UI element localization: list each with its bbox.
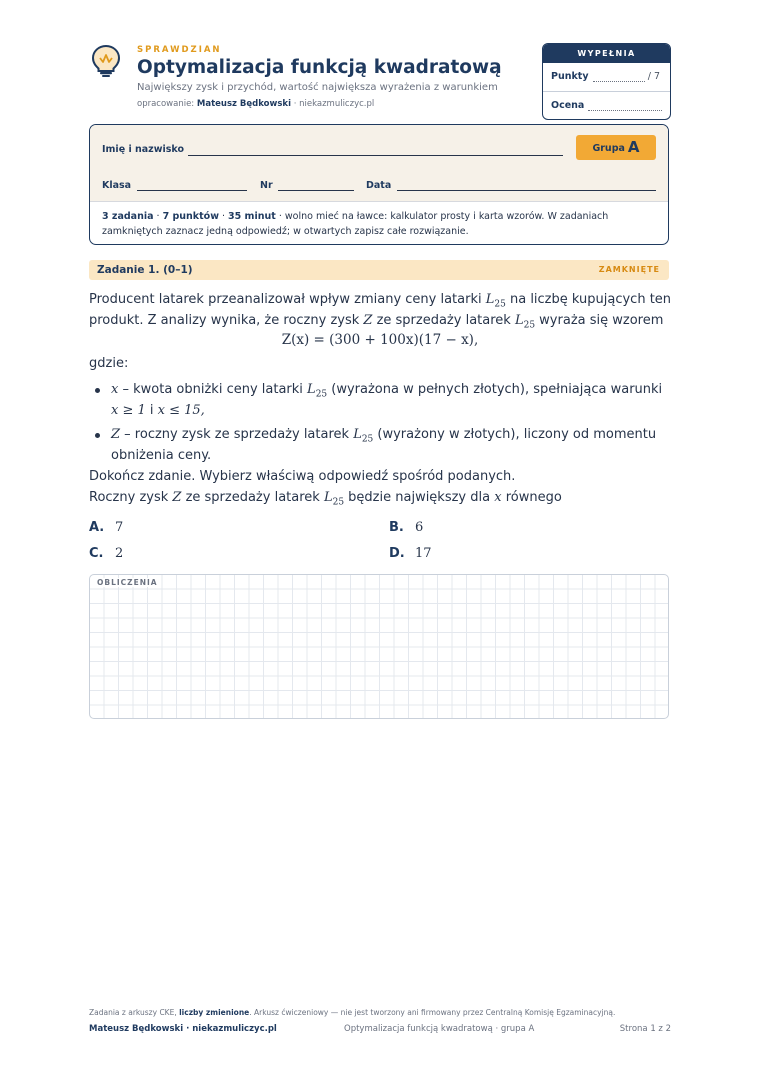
- date-field[interactable]: [397, 190, 656, 191]
- var-L: L: [353, 427, 362, 442]
- option-c[interactable]: [89, 546, 123, 561]
- author-site: · niekazmuliczyc.pl: [293, 99, 375, 109]
- text-segment: Producent latarek przeanalizował wpływ zmiany ceny latarki: [89, 292, 486, 307]
- instruction-1: Dokończ zdanie. Wybierz właściwą odpowiedź spośród podanych.: [89, 469, 516, 484]
- option-letter: B.: [389, 520, 404, 535]
- text-segment: (wyrażona w pełnych złotych), spełniająca warunki: [327, 382, 663, 397]
- var-L: L: [514, 313, 524, 328]
- teacher-box-heading: WYPEŁNIA NAUCZYCIEL: [543, 44, 670, 63]
- student-info-box: [89, 124, 669, 245]
- class-field[interactable]: [137, 190, 247, 191]
- group-badge: [576, 135, 656, 160]
- author-name: Mateusz Będkowski: [196, 99, 292, 109]
- condition-1: x ≥ 1: [111, 403, 146, 418]
- text-segment: Zadania z arkuszy CKE,: [89, 1008, 180, 1017]
- var-L: L: [323, 490, 333, 505]
- points-label: Punkty: [551, 71, 589, 82]
- class-label: Klasa: [102, 180, 132, 191]
- page-title: Optymalizacja funkcją kwadratową: [137, 57, 502, 78]
- text-segment: . Arkusz ćwiczeniowy — nie jest tworzony ani firmowany przez Centralną Komisję Egzaminacyjną.: [249, 1008, 616, 1017]
- bullet-2-line-1: [111, 427, 656, 445]
- grade-field[interactable]: [588, 110, 662, 111]
- var-x: x: [494, 490, 502, 505]
- gdzie-label: gdzie:: [89, 356, 129, 371]
- task-1-name: Zadanie 1. (0–1): [97, 264, 193, 276]
- var-Z: Z: [111, 427, 121, 442]
- var-Z: Z: [172, 490, 182, 505]
- bullet-dot: [95, 433, 100, 438]
- lightbulb-logo-icon: [90, 44, 122, 78]
- info-time: 35 minut: [228, 211, 276, 222]
- var-x: x: [111, 382, 119, 397]
- text-segment: będzie największy dla: [344, 490, 495, 505]
- option-d[interactable]: [389, 546, 432, 561]
- text-segment: – roczny zysk ze sprzedaży latarek: [120, 427, 354, 442]
- condition-2: x ≤ 15,: [157, 403, 205, 418]
- option-value: 7: [115, 520, 124, 535]
- var-L: L: [485, 292, 495, 307]
- footer-page-number: Strona 1 z 2: [619, 1024, 671, 1034]
- text-segment: – kwota obniżki ceny latarki: [118, 382, 308, 397]
- number-label: Nr: [260, 180, 273, 191]
- info-tasks: 3 zadania: [102, 211, 154, 222]
- option-b[interactable]: [389, 520, 423, 535]
- author-line: [137, 99, 374, 109]
- points-field[interactable]: [593, 81, 645, 82]
- footer-title: Optymalizacja funkcją kwadratową · grupa A: [344, 1024, 535, 1034]
- name-field[interactable]: [188, 155, 563, 156]
- footer-note: [89, 1008, 615, 1017]
- var-L-sub: 25: [523, 320, 536, 331]
- var-L-sub: 25: [494, 299, 506, 310]
- option-letter: A.: [89, 520, 105, 535]
- author-prefix: opracowanie:: [137, 99, 195, 109]
- var-L: L: [307, 382, 316, 397]
- var-L-sub: 25: [315, 389, 328, 400]
- bullet-1-line-1: [111, 382, 662, 400]
- footer-author: Mateusz Będkowski · niekazmuliczyc.pl: [89, 1024, 277, 1034]
- task-text-line-2: [89, 313, 663, 331]
- header-kicker: SPRAWDZIAN: [137, 45, 222, 55]
- text-segment: ze sprzedaży latarek: [372, 313, 515, 328]
- info-rest: · wolno mieć na ławce: kalkulator prosty i karta wzorów. W zadaniach zamkniętych zaznacz jedną odpowiedź; w otwartych zapisz całe rozwiązanie.: [102, 211, 609, 237]
- test-info: 3 zadania · 7 punktów · 35 minut · wolno mieć na ławce: kalkulator prosty i karta wzorów. W zadaniach zamkniętych zaznacz jedną odpowiedź; w otwartych zapisz całe rozwiązanie.: [102, 211, 609, 237]
- option-letter: D.: [389, 546, 405, 561]
- page-subtitle: Największy zysk i przychód, wartość największa wyrażenia z warunkiem: [137, 82, 498, 93]
- option-letter: C.: [89, 546, 104, 561]
- text-segment: Roczny zysk: [89, 490, 173, 505]
- number-field[interactable]: [278, 190, 354, 191]
- text-segment: i: [145, 403, 158, 418]
- option-value: 6: [415, 520, 424, 535]
- text-segment: (wyrażony w złotych), liczony od momentu: [373, 427, 657, 442]
- var-Z: Z: [363, 313, 373, 328]
- date-label: Data: [366, 180, 392, 191]
- task-1-header: [89, 260, 669, 280]
- points-row: [543, 63, 670, 91]
- bullet-2-line-2: obniżenia ceny.: [111, 448, 212, 463]
- grade-row: [543, 91, 670, 119]
- var-L-sub: 25: [332, 497, 345, 508]
- text-segment: ze sprzedaży latarek: [181, 490, 324, 505]
- bullet-dot: [95, 388, 100, 393]
- option-a[interactable]: [89, 520, 123, 535]
- text-segment: równego: [501, 490, 562, 505]
- grade-label: Ocena: [551, 100, 585, 111]
- bullet-1-line-2: [111, 403, 205, 418]
- student-fields-area: [90, 125, 668, 202]
- points-max: / 7: [647, 71, 660, 82]
- calculations-area[interactable]: [89, 574, 669, 719]
- text-segment: liczby zmienione: [179, 1008, 250, 1017]
- task-formula: Z(x) = (300 + 100x)(17 − x),: [281, 332, 479, 348]
- group-label: Grupa: [592, 143, 625, 154]
- option-value: 2: [115, 546, 124, 561]
- task-1-type-badge: ZAMKNIĘTE: [598, 265, 660, 274]
- group-letter: A: [627, 138, 640, 156]
- name-label: Imię i nazwisko: [102, 144, 184, 155]
- var-L-sub: 25: [361, 434, 374, 445]
- text-segment: na liczbę kupujących ten: [505, 292, 672, 307]
- calculations-label: OBLICZENIA: [97, 578, 158, 587]
- instruction-2: [89, 490, 562, 508]
- teacher-box: [542, 43, 671, 120]
- text-segment: wyraża się wzorem: [535, 313, 664, 328]
- info-points: 7 punktów: [162, 211, 219, 222]
- task-text-line-1: [89, 292, 671, 310]
- option-value: 17: [415, 546, 432, 561]
- text-segment: produkt. Z analizy wynika, że roczny zysk: [89, 313, 364, 328]
